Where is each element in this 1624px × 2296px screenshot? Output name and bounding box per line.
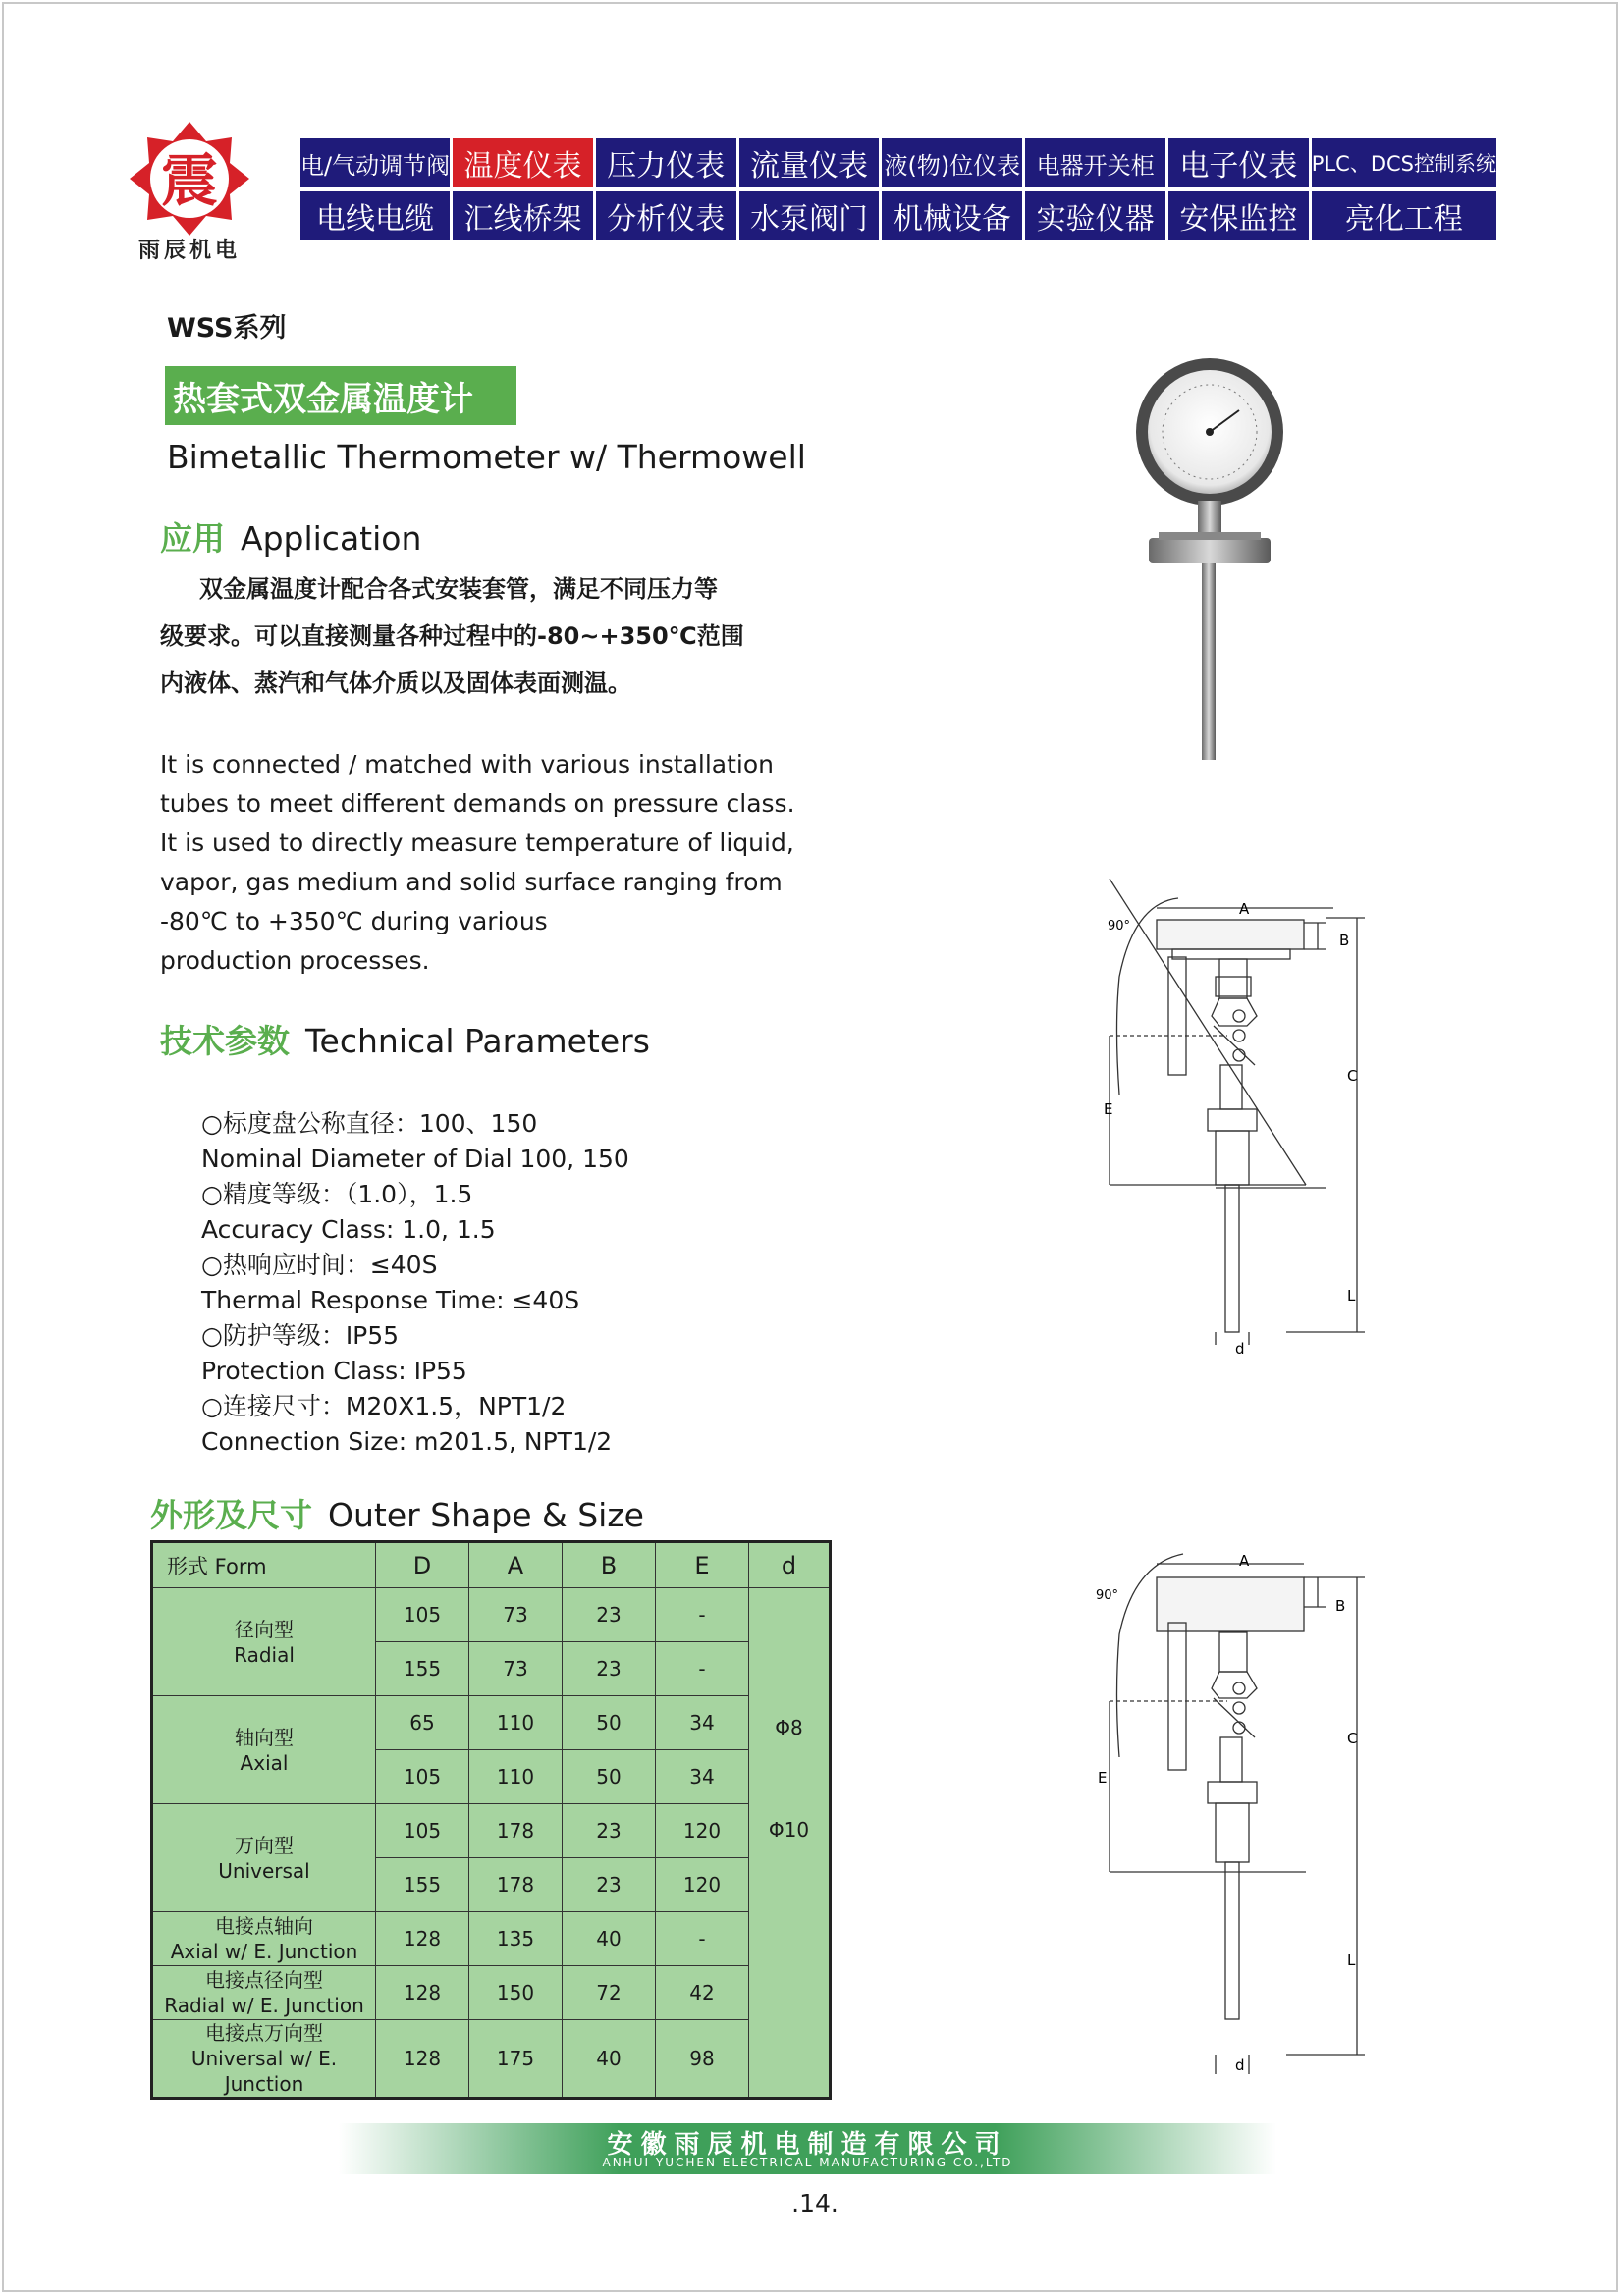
application-en-line: vapor, gas medium and solid surface ranging from <box>160 868 783 896</box>
nav-item-tray[interactable]: 汇线桥架 <box>453 191 593 240</box>
nav-item-flow[interactable]: 流量仪表 <box>739 138 880 187</box>
cell: 23 <box>563 1588 656 1642</box>
cell: 128 <box>376 1912 469 1966</box>
nav-item-cable[interactable]: 电线电缆 <box>300 191 450 240</box>
col-header-a: A <box>469 1542 563 1588</box>
application-en-line: production processes. <box>160 946 430 975</box>
cell: 150 <box>469 1966 563 2020</box>
dim-label-a: A <box>1239 1552 1250 1570</box>
company-name: 雨辰机电 <box>137 239 241 263</box>
category-nav <box>300 138 1496 240</box>
nav-item-plc-dcs[interactable]: PLC、DCS控制系统 <box>1312 138 1496 187</box>
param-line: ○标度盘公称直径：100、150 <box>201 1109 538 1138</box>
technical-parameter-list <box>201 1106 629 1460</box>
cell: 128 <box>376 2020 469 2099</box>
nav-item-valve[interactable]: 电/气动调节阀 <box>300 138 450 187</box>
cell: 110 <box>469 1696 563 1750</box>
page-number: .14. <box>791 2189 839 2217</box>
angle-label: 90° <box>1108 919 1131 934</box>
cell: 34 <box>656 1750 749 1804</box>
cell: 34 <box>656 1696 749 1750</box>
application-en-line: tubes to meet different demands on pressure class. <box>160 789 795 818</box>
footer-company-cn: 安徽雨辰机电制造有限公司 <box>607 2130 1008 2160</box>
col-header-dia: d <box>749 1542 831 1588</box>
dimension-drawing-1 <box>1090 879 1384 1428</box>
outer-heading-en: Outer Shape & Size <box>328 1496 644 1534</box>
form-cell-radial: 径向型 Radial <box>152 1588 376 1696</box>
cell: 105 <box>376 1750 469 1804</box>
cell: 120 <box>656 1804 749 1858</box>
param-line: Protection Class: IP55 <box>201 1357 467 1385</box>
cell: 65 <box>376 1696 469 1750</box>
cell: 73 <box>469 1588 563 1642</box>
product-title-en: Bimetallic Thermometer w/ Thermowell <box>167 438 806 476</box>
cell: - <box>656 1642 749 1696</box>
nav-item-level[interactable]: 液(物)位仪表 <box>882 138 1022 187</box>
table-row <box>152 2020 831 2099</box>
form-cell-axial-ej: 电接点轴向 Axial w/ E. Junction <box>152 1912 376 1966</box>
application-cn-line: 级要求。可以直接测量各种过程中的-80~+350℃范围 <box>160 622 744 650</box>
cell: 23 <box>563 1642 656 1696</box>
cell: 23 <box>563 1804 656 1858</box>
dim-label-b: B <box>1335 1597 1346 1615</box>
logo-glyph: 震 <box>160 147 219 214</box>
cell: 40 <box>563 1912 656 1966</box>
cell: 128 <box>376 1966 469 2020</box>
cell: 105 <box>376 1804 469 1858</box>
dim-label-l: L <box>1347 1951 1356 1969</box>
footer-company-en: ANHUI YUCHEN ELECTRICAL MANUFACTURING CO.,LTD <box>602 2156 1013 2169</box>
nav-item-electronic[interactable]: 电子仪表 <box>1168 138 1309 187</box>
application-en-line: -80℃ to +350℃ during various <box>160 907 548 935</box>
nav-item-temperature[interactable]: 温度仪表 <box>453 138 593 187</box>
application-heading <box>160 513 421 560</box>
application-en-line: It is used to directly measure temperature of liquid, <box>160 828 794 857</box>
cell: 178 <box>469 1804 563 1858</box>
dim-label-b: B <box>1339 932 1350 949</box>
col-header-b: B <box>563 1542 656 1588</box>
param-line: ○精度等级：（1.0），1.5 <box>201 1180 473 1208</box>
size-table <box>150 1540 832 2100</box>
table-row <box>152 1804 831 1858</box>
d-value-8: Φ8 <box>775 1716 803 1739</box>
application-cn-line: 内液体、蒸汽和气体介质以及固体表面测温。 <box>160 669 631 697</box>
col-header-e: E <box>656 1542 749 1588</box>
cell: 120 <box>656 1858 749 1912</box>
nav-item-switchgear[interactable]: 电器开关柜 <box>1025 138 1165 187</box>
param-line: Nominal Diameter of Dial 100, 150 <box>201 1145 629 1173</box>
cell: 73 <box>469 1642 563 1696</box>
nav-item-security[interactable]: 安保监控 <box>1168 191 1309 240</box>
cell: - <box>656 1588 749 1642</box>
cell: 178 <box>469 1858 563 1912</box>
outer-heading <box>150 1490 644 1536</box>
application-heading-cn: 应用 <box>160 519 225 558</box>
application-text-en <box>160 745 795 981</box>
nav-item-machinery[interactable]: 机械设备 <box>882 191 1022 240</box>
form-cell-axial: 轴向型 Axial <box>152 1696 376 1804</box>
product-photo <box>1129 353 1286 766</box>
nav-item-pump-valve[interactable]: 水泵阀门 <box>739 191 880 240</box>
dim-label-d: d <box>1235 2056 1245 2074</box>
cell: 175 <box>469 2020 563 2099</box>
d-values-cell <box>749 1588 831 2099</box>
col-header-d: D <box>376 1542 469 1588</box>
nav-item-lab[interactable]: 实验仪器 <box>1025 191 1165 240</box>
d-value-10: Φ10 <box>768 1818 810 1842</box>
application-en-line: It is connected / matched with various installation <box>160 750 774 778</box>
form-cell-radial-ej: 电接点径向型 Radial w/ E. Junction <box>152 1966 376 2020</box>
cell: 155 <box>376 1858 469 1912</box>
col-header-form: 形式 Form <box>152 1542 376 1588</box>
table-row <box>152 1696 831 1750</box>
dim-label-d: d <box>1235 1340 1245 1358</box>
cell: 42 <box>656 1966 749 2020</box>
param-line: Accuracy Class: 1.0, 1.5 <box>201 1215 496 1244</box>
table-header-row <box>152 1542 831 1588</box>
dim-label-e: E <box>1104 1100 1113 1118</box>
param-line: ○防护等级：IP55 <box>201 1321 400 1350</box>
cell: 110 <box>469 1750 563 1804</box>
cell: 155 <box>376 1642 469 1696</box>
dim-label-a: A <box>1239 900 1250 918</box>
product-title-cn: 热套式双金属温度计 <box>165 366 516 425</box>
cell: 98 <box>656 2020 749 2099</box>
angle-label: 90° <box>1096 1588 1119 1603</box>
form-cell-universal: 万向型 Universal <box>152 1804 376 1912</box>
series-label: WSS系列 <box>167 313 287 344</box>
param-line: ○连接尺寸：M20X1.5，NPT1/2 <box>201 1392 567 1420</box>
dimension-drawing-2 <box>1090 1536 1384 2086</box>
form-cell-universal-ej: 电接点万向型 Universal w/ E. Junction <box>152 2020 376 2099</box>
technical-heading <box>160 1016 650 1062</box>
application-text-cn <box>160 565 744 707</box>
cell: - <box>656 1912 749 1966</box>
nav-item-analysis[interactable]: 分析仪表 <box>596 191 736 240</box>
cell: 135 <box>469 1912 563 1966</box>
table-row <box>152 1912 831 1966</box>
cell: 40 <box>563 2020 656 2099</box>
param-line: Thermal Response Time: ≤40S <box>201 1286 580 1314</box>
dim-label-e: E <box>1098 1769 1108 1787</box>
dim-label-c: C <box>1347 1067 1358 1085</box>
cell: 72 <box>563 1966 656 2020</box>
application-heading-en: Application <box>241 519 422 558</box>
param-line: ○热响应时间：≤40S <box>201 1251 438 1279</box>
cell: 50 <box>563 1750 656 1804</box>
cell: 23 <box>563 1858 656 1912</box>
nav-item-pressure[interactable]: 压力仪表 <box>596 138 736 187</box>
dim-label-l: L <box>1347 1287 1356 1305</box>
table-row <box>152 1966 831 2020</box>
technical-heading-cn: 技术参数 <box>160 1022 290 1060</box>
param-line: Connection Size: m201.5, NPT1/2 <box>201 1427 613 1456</box>
cell: 50 <box>563 1696 656 1750</box>
table-row <box>152 1588 831 1642</box>
dim-label-c: C <box>1347 1730 1358 1747</box>
technical-heading-en: Technical Parameters <box>305 1022 650 1060</box>
cell: 105 <box>376 1588 469 1642</box>
application-cn-line: 双金属温度计配合各式安装套管，满足不同压力等 <box>199 575 718 603</box>
outer-heading-cn: 外形及尺寸 <box>150 1496 312 1534</box>
nav-item-lighting[interactable]: 亮化工程 <box>1312 191 1496 240</box>
